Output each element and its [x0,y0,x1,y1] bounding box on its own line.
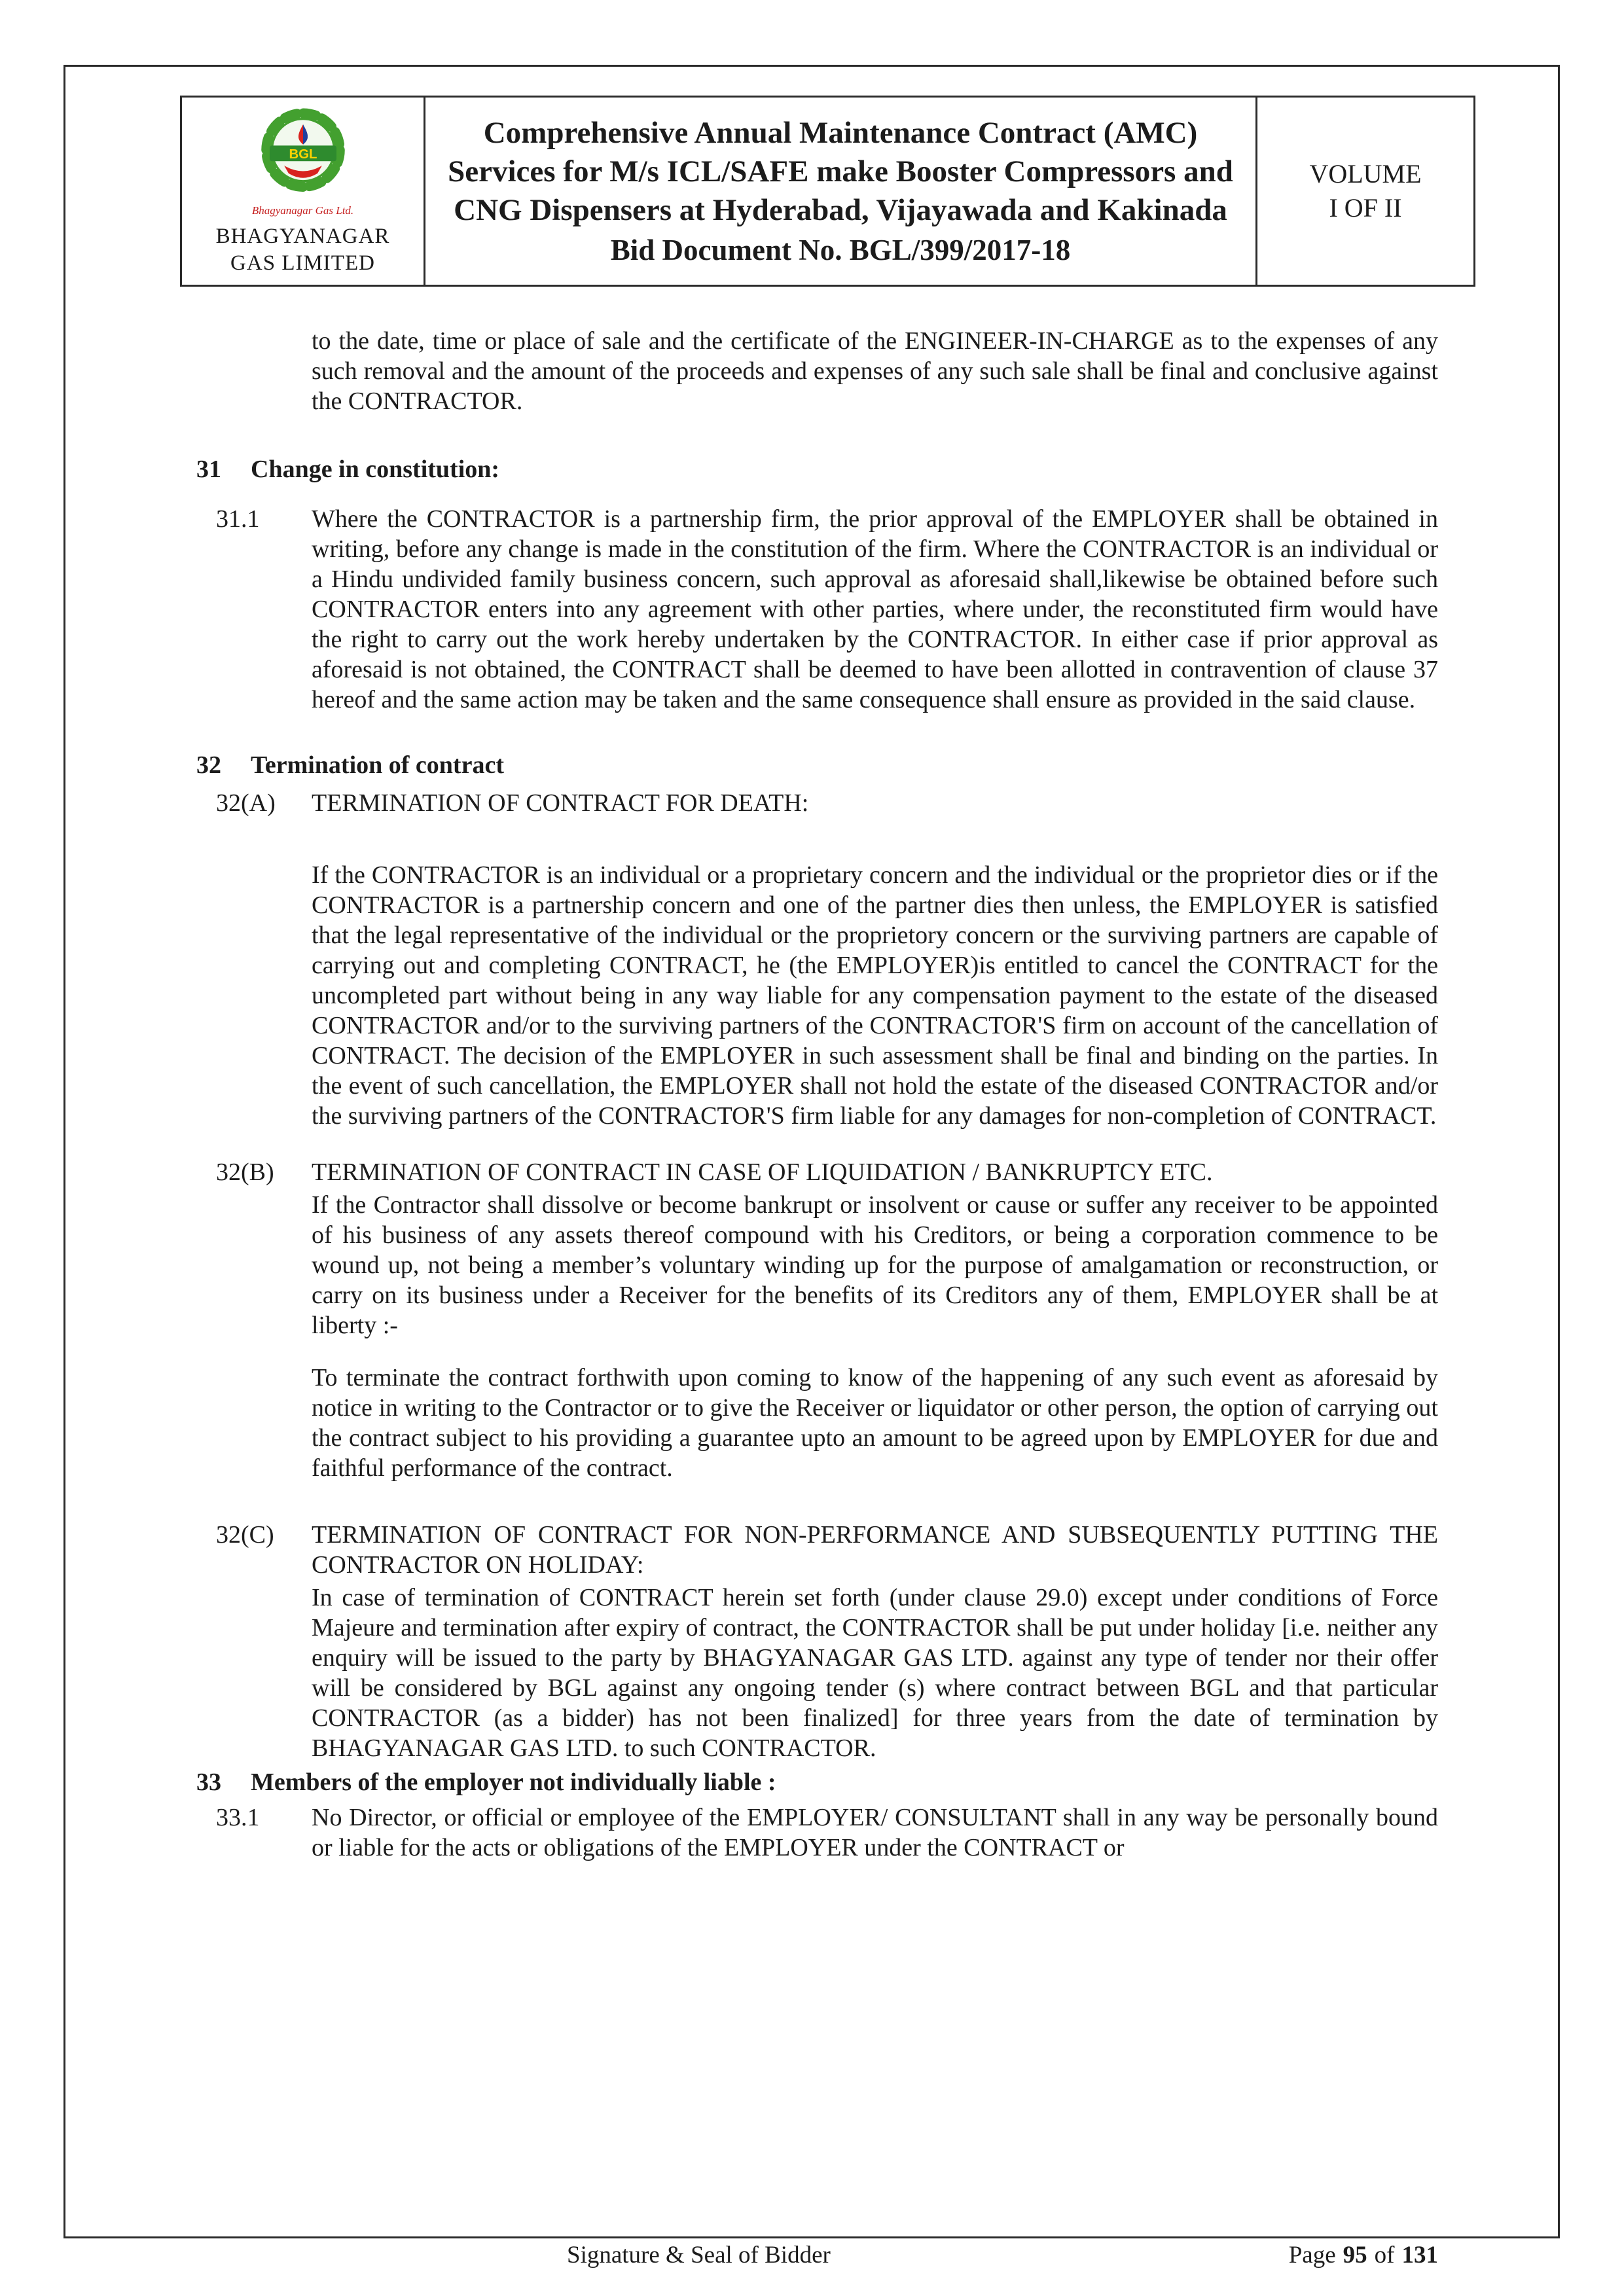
logo-cell [182,98,425,285]
clause-33-1-number: 33.1 [216,1804,260,1831]
continuation-paragraph: to the date, time or place of sale and the certificate of the ENGINEER-IN-CHARGE as to the expenses of any such removal and the amount of the proceeds and expenses of any such sale shall be final and conclusive against the CONTRACTOR. [312,327,1438,415]
org-name-line1: BHAGYANAGAR [215,224,390,248]
section-31-number: 31 [196,456,221,483]
page-total: 131 [1401,2242,1438,2269]
volume-line1: VOLUME [1309,159,1422,188]
clause-32a [216,788,1438,1131]
clause-31-1 [216,504,1438,715]
section-33-number: 33 [196,1768,221,1796]
page-current: 95 [1343,2242,1367,2269]
clause-33-1-text: No Director, or official or employee of the EMPLOYER/ CONSULTANT shall in any way be personally bound or liable for the acts or obligations of the EMPLOYER under the CONTRACT or [312,1804,1438,1861]
signature-seal-label: Signature & Seal of Bidder [567,2242,831,2269]
clause-32b-paragraph-1: If the Contractor shall dissolve or become bankrupt or insolvent or cause or suffer any receiver to be appointed of his business of any assets thereof compound with his Creditors, or being a corporation commence to be wound up, not being a member’s voluntary winding up for the purpose of amalgamation or reconstruction, or carry on its business under a Receiver for the benefits of its Creditors any of them, EMPLOYER shall be at liberty :- [312,1191,1438,1339]
document-header [180,96,1475,287]
clause-31-1-number: 31.1 [216,505,260,533]
clause-32c [216,1520,1438,1763]
bgl-gear-logo-icon [247,105,359,204]
section-32-number: 32 [196,751,221,779]
clause-32a-number: 32(A) [216,789,276,817]
logo-acronym: BGL [288,147,317,162]
clause-33-1 [216,1803,1438,1863]
bid-document-number: Bid Document No. BGL/399/2017-18 [610,233,1071,266]
clause-32a-title: TERMINATION OF CONTRACT FOR DEATH: [312,789,809,817]
logo-caption: Bhagyanagar Gas Ltd. [251,204,354,217]
document-body [65,326,1558,1863]
clause-32b-number: 32(B) [216,1158,274,1186]
volume-line2: I OF II [1329,193,1402,223]
volume-cell [1257,98,1473,285]
clause-32b-paragraph-2: To terminate the contract forthwith upon coming to know of the happening of any such event as aforesaid by notice in writing to the Contractor or to give the Receiver or liquidator or other person, the option of carrying out the contract subject to his providing a guarantee upto an amount to be agreed upon by EMPLOYER for due and faithful performance of the contract. [312,1364,1438,1482]
page-indicator [1289,2241,1438,2270]
page-border [63,65,1560,2238]
section-33-title: Members of the employer not individually liable : [251,1768,776,1796]
clause-32c-title: TERMINATION OF CONTRACT FOR NON-PERFORMANCE AND SUBSEQUENTLY PUTTING THE CONTRACTOR ON HOLIDAY: [312,1521,1438,1579]
section-32-title: Termination of contract [251,751,504,779]
document-title: Comprehensive Annual Maintenance Contract (AMC) Services for M/s ICL/SAFE make Booster Compressors and CNG Dispensers at Hyderabad, Vijayawada and Kakinada [448,115,1233,227]
clause-31-1-text: Where the CONTRACTOR is a partnership firm, the prior approval of the EMPLOYER shall be obtained in writing, before any change is made in the constitution of the firm. Where the CONTRACTOR is an individual or a Hindu undivided family business concern, such approval as aforesaid shall,likewise be obtained before such CONTRACTOR enters into any agreement with other parties, where under, the reconstituted firm would have the right to carry out the work hereby undertaken by the CONTRACTOR. In either case if prior approval as aforesaid is not obtained, the CONTRACT shall be deemed to have been allotted in contravention of clause 37 hereof and the same action may be taken and the same consequence shall ensure as provided in the said clause. [312,505,1438,713]
clause-32c-text: In case of termination of CONTRACT herein set forth (under clause 29.0) except under conditions of Force Majeure and termination after expiry of contract, the CONTRACTOR shall be put under holiday [i.e. neither any enquiry will be issued to the party by BHAGYANAGAR GAS LTD. against any type of tender nor their offer will be considered by BGL against any ongoing tender (s) where contract between BGL and that particular CONTRACTOR (as a bidder) has not been finalized] for three years from the date of termination by BHAGYANAGAR GAS LTD. to such CONTRACTOR. [312,1584,1438,1762]
org-name-line2: GAS LIMITED [230,251,375,275]
title-cell [425,98,1257,285]
of-word: of [1374,2242,1395,2269]
clause-32b-title: TERMINATION OF CONTRACT IN CASE OF LIQUIDATION / BANKRUPTCY ETC. [312,1158,1213,1186]
page-word: Page [1288,2242,1336,2269]
clause-32a-text: If the CONTRACTOR is an individual or a proprietary concern and the individual or the proprietor dies or if the CONTRACTOR is a partnership concern and one of the partner dies then unless, the EMPLOYER is satisfied that the legal representative of the individual or the proprietory concern or the surviving partners are capable of carrying out and completing CONTRACT, he (the EMPLOYER)is entitled to cancel the CONTRACT for the uncompleted part without being in any way liable for any compensation payment to the estate of the diseased CONTRACTOR and/or to the surviving partners of the CONTRACTOR'S firm on account of the cancellation of CONTRACT. The decision of the EMPLOYER in such assessment shall be final and binding on the parties. In the event of such cancellation, the EMPLOYER shall not hold the estate of the diseased CONTRACTOR and/or the surviving partners of the CONTRACTOR'S firm liable for any damages for non-completion of CONTRACT. [312,861,1438,1130]
clause-32b [216,1157,1438,1483]
section-31-title: Change in constitution: [251,456,500,483]
section-32-heading [196,750,1438,780]
section-33-heading [196,1767,1438,1797]
section-31-heading [196,454,1438,484]
clause-32c-number: 32(C) [216,1521,274,1549]
